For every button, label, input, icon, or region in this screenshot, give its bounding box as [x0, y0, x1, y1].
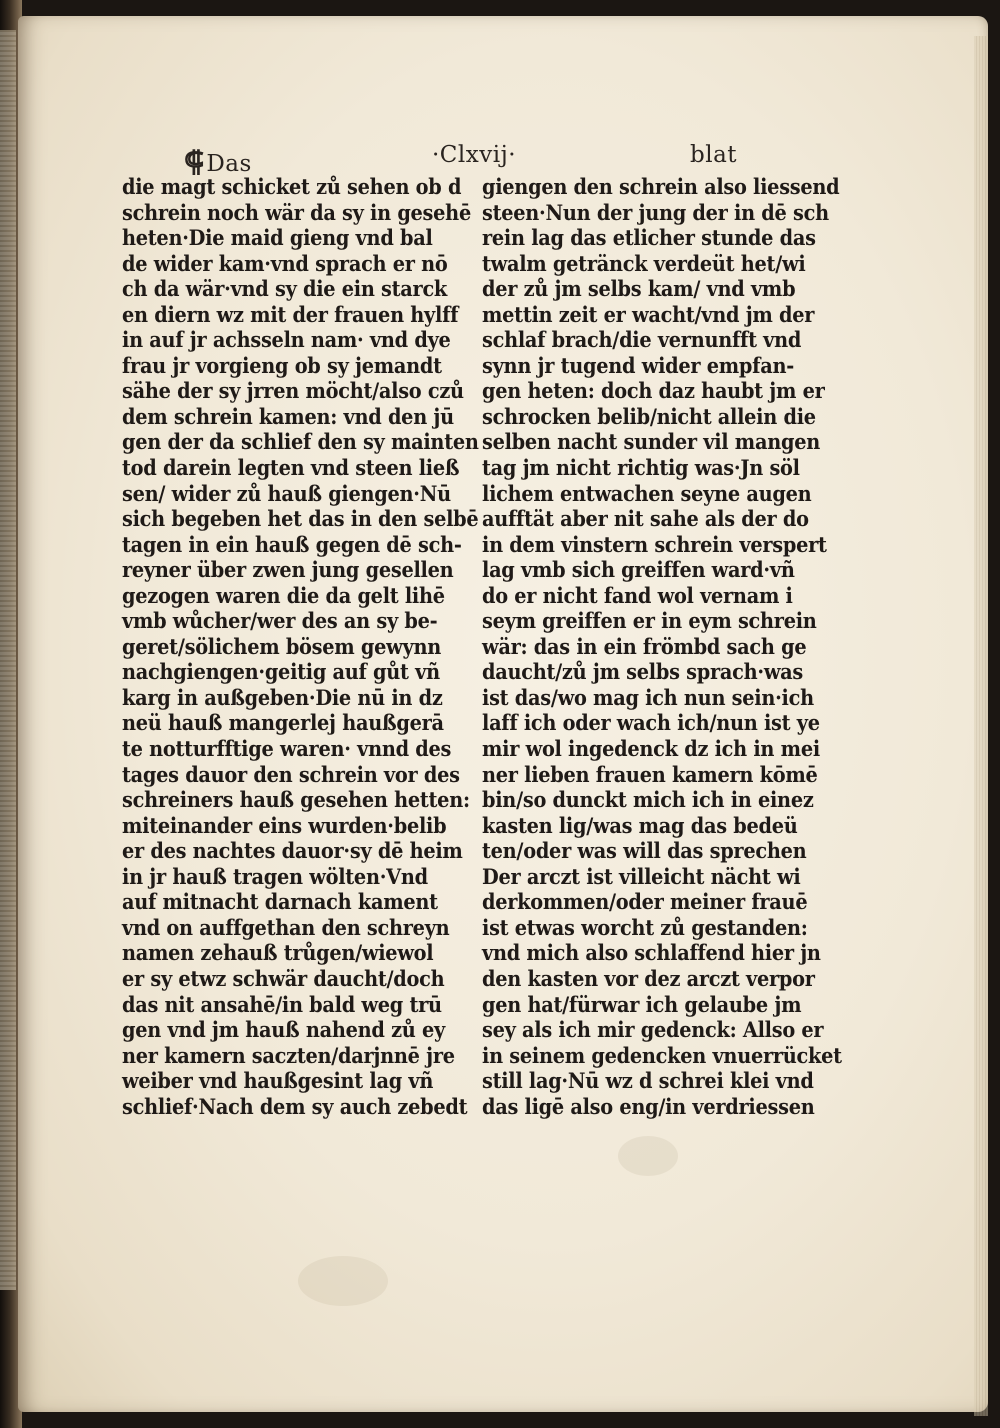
text-line: selben nacht sunder vil mangen	[482, 429, 820, 455]
text-line: auf mitnacht darnach kament	[122, 889, 438, 915]
header-right: blat	[690, 142, 738, 168]
text-line: ist das/wo mag ich nun sein·ich	[482, 684, 814, 710]
paper-stain	[618, 1136, 678, 1176]
text-line: sey als ich mir gedenck: Allso er	[482, 1017, 824, 1043]
text-line: gen hat/fürwar ich gelaube jm	[482, 991, 802, 1017]
text-line: giengen den schrein also liessend	[482, 174, 840, 199]
text-line: den kasten vor dez arczt verpor	[482, 965, 815, 991]
text-line: sich begeben het das in den selbē	[122, 506, 479, 532]
text-line: derkommen/oder meiner frauē	[482, 889, 808, 915]
text-line: tagen in ein hauß gegen dē sch-	[122, 531, 462, 557]
text-line: steen·Nun der jung der in dē sch	[482, 199, 829, 225]
text-line: schlaf brach/die vernunfft vnd	[482, 327, 802, 353]
text-line: tages dauor den schrein vor des	[122, 761, 460, 787]
page-leaf	[18, 16, 988, 1412]
text-line: vmb wůcher/wer des an sy be-	[122, 608, 438, 634]
text-line: der zů jm selbs kam/ vnd vmb	[482, 276, 796, 302]
text-line: in seinem gedencken vnuerrücket	[482, 1042, 842, 1068]
text-line: sen/ wider zů hauß giengen·Nū	[122, 480, 451, 506]
text-line: gezogen waren die da gelt lihē	[122, 582, 445, 608]
text-line: nachgiengen·geitig auf gůt vñ	[122, 659, 440, 685]
text-line: gen der da schlief den sy mainten	[122, 429, 479, 455]
text-line: bin/so dunckt mich ich in einez	[482, 787, 814, 813]
text-column-right	[482, 174, 842, 1119]
text-line: mir wol ingedenck dz ich in mei	[482, 736, 820, 762]
text-line: de wider kam·vnd sprach er nō	[122, 250, 448, 276]
text-line: ten/oder was will das sprechen	[482, 838, 807, 864]
text-line: karg in außgeben·Die nū in dz	[122, 684, 443, 710]
paper-stain	[298, 1256, 388, 1306]
text-line: wär: das in ein frömbd sach ge	[482, 633, 807, 659]
text-line: vnd on auffgethan den schreyn	[122, 914, 450, 940]
text-line: ist etwas worcht zů gestanden:	[482, 914, 808, 940]
text-line: do er nicht fand wol vernam i	[482, 582, 793, 608]
pilcrow-icon: ⸿	[184, 145, 205, 178]
running-header	[18, 142, 988, 176]
text-line: schlief·Nach dem sy auch zebedt	[122, 1093, 468, 1119]
text-line: Der arczt ist villeicht nächt wi	[482, 863, 801, 889]
text-line: laff ich oder wach ich/nun ist ye	[482, 710, 820, 736]
text-line: aufftät aber nit sahe als der do	[482, 506, 809, 532]
text-line: mettin zeit er wacht/vnd jm der	[482, 301, 815, 327]
text-line: weiber vnd haußgesint lag vñ	[122, 1068, 434, 1094]
text-line: daucht/zů jm selbs sprach·was	[482, 659, 804, 685]
text-line: still lag·Nū wz d schrei klei vnd	[482, 1068, 814, 1094]
text-line: schrocken belib/nicht allein die	[482, 403, 816, 429]
text-line: sähe der sy jrren möcht/also czů	[122, 378, 464, 404]
text-line: lichem entwachen seyne augen	[482, 480, 812, 506]
text-line: seym greiffen er in eym schrein	[482, 608, 817, 634]
text-line: namen zehauß trůgen/wiewol	[122, 940, 434, 966]
text-line: ner kamern saczten/darjnnē jre	[122, 1042, 455, 1068]
text-line: geret/sölichem bösem gewynn	[122, 633, 442, 659]
text-line: tod darein legten vnd steen ließ	[122, 455, 460, 481]
text-line: kasten lig/was mag das bedeü	[482, 812, 798, 838]
text-line: tag jm nicht richtig was·Jn söl	[482, 455, 800, 481]
text-line: ch da wär·vnd sy die ein starck	[122, 276, 448, 302]
text-line: frau jr vorgieng ob sy jemandt	[122, 352, 442, 378]
text-line: gen heten: doch daz haubt jm er	[482, 378, 825, 404]
text-line: die magt schicket zů sehen ob d	[122, 174, 462, 199]
text-line: er des nachtes dauor·sy dē heim	[122, 838, 463, 864]
text-line: twalm getränck verdeüt het/wi	[482, 250, 806, 276]
text-line: reyner über zwen jung gesellen	[122, 557, 454, 583]
text-line: in auf jr achsseln nam· vnd dye	[122, 327, 451, 353]
text-line: gen vnd jm hauß nahend zů ey	[122, 1017, 445, 1043]
folio-number: ·Clxvij·	[432, 142, 517, 168]
text-column-left	[122, 174, 482, 1119]
text-line: das ligē also eng/in verdriessen	[482, 1093, 815, 1119]
text-line: dem schrein kamen: vnd den jū	[122, 403, 454, 429]
text-line: miteinander eins wurden·belib	[122, 812, 447, 838]
text-line: en diern wz mit der frauen hylff	[122, 301, 459, 327]
header-left-text: Das	[206, 151, 252, 177]
text-line: vnd mich also schlaffend hier jn	[482, 940, 821, 966]
text-line: neü hauß mangerlej haußgerā	[122, 710, 444, 736]
text-line: in jr hauß tragen wölten·Vnd	[122, 863, 428, 889]
text-line: heten·Die maid gieng vnd bal	[122, 225, 433, 251]
text-line: ner lieben frauen kamern kōmē	[482, 761, 818, 787]
text-line: schreiners hauß gesehen hetten:	[122, 787, 470, 813]
text-line: in dem vinstern schrein verspert	[482, 531, 827, 557]
text-line: er sy etwz schwär daucht/doch	[122, 965, 445, 991]
text-line: rein lag das etlicher stunde das	[482, 225, 816, 251]
text-line: schrein noch wär da sy in gesehē	[122, 199, 471, 225]
text-line: das nit ansahē/in bald weg trū	[122, 991, 442, 1017]
text-line: synn jr tugend wider empfan-	[482, 352, 794, 378]
right-page-edges	[974, 36, 988, 1416]
text-line: te notturfftige waren· vnnd des	[122, 736, 452, 762]
text-line: lag vmb sich greiffen ward·vñ	[482, 557, 795, 583]
left-page-edges	[0, 30, 16, 1290]
